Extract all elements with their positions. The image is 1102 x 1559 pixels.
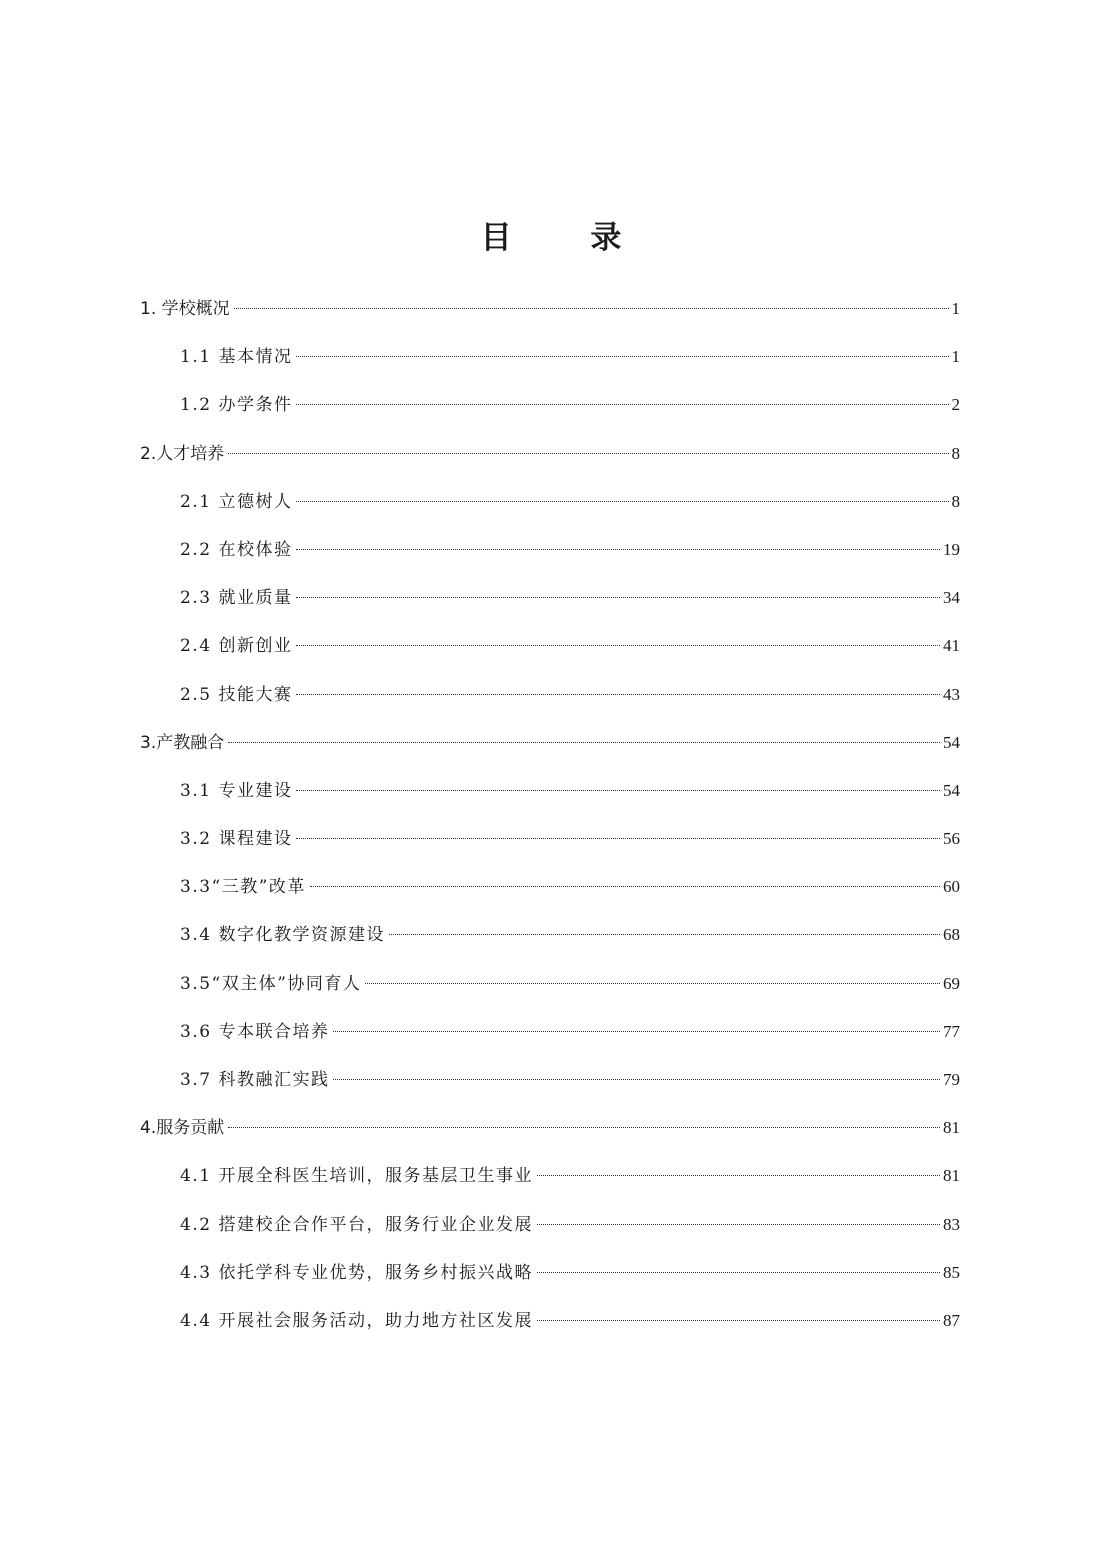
toc-page-number: 19 [943,539,960,559]
toc-subsection-entry[interactable] [140,579,960,627]
toc-entry-label: 3.6 专本联合培养 [180,1021,330,1042]
toc-entry-label: 4.服务贡献 [140,1118,225,1139]
toc-entry-label: 1. 学校概况 [140,299,230,319]
toc-subsection-entry[interactable] [140,1254,960,1302]
toc-entry-label: 3.产教融合 [140,732,225,753]
toc-dot-leader [537,1175,940,1176]
toc-dot-leader [537,1272,940,1273]
toc-entry-label: 3.3“三教”改革 [180,877,306,898]
toc-entry-label: 3.1 专业建设 [180,780,293,801]
toc-dot-leader [310,886,940,887]
toc-page-number: 56 [943,829,960,849]
toc-section-entry[interactable] [140,290,960,338]
toc-dot-leader [333,1031,940,1032]
toc-dot-leader [333,1079,940,1080]
toc-section-entry[interactable] [140,1109,960,1157]
toc-page-number: 43 [943,684,960,704]
toc-subsection-entry[interactable] [140,1302,960,1350]
toc-entry-label: 4.1 开展全科医生培训，服务基层卫生事业 [180,1166,533,1187]
toc-dot-leader [296,356,948,357]
toc-subsection-entry[interactable] [140,1157,960,1205]
toc-entry-label: 2.4 创新创业 [180,636,293,657]
toc-dot-leader [296,501,948,502]
toc-dot-leader [296,790,940,791]
toc-page-number: 8 [951,443,960,463]
toc-page-number: 54 [943,780,960,800]
toc-subsection-entry[interactable] [140,338,960,386]
toc-dot-leader [537,1224,940,1225]
toc-dot-leader [296,694,940,695]
toc-entry-label: 2.1 立德树人 [180,491,293,512]
toc-entry-label: 2.人才培养 [140,443,225,464]
toc-subsection-entry[interactable] [140,965,960,1013]
toc-entry-label: 1.1 基本情况 [180,347,293,368]
toc-page-number: 68 [943,925,960,945]
toc-page-number: 79 [943,1070,960,1089]
toc-page-number: 87 [943,1310,960,1330]
toc-entry-label: 3.7 科教融汇实践 [180,1070,330,1090]
toc-dot-leader [228,453,948,454]
toc-dot-leader [234,308,949,309]
toc-subsection-entry[interactable] [140,483,960,531]
page-title: 目 录 [480,219,656,256]
toc-dot-leader [296,838,940,839]
toc-entry-label: 3.5“双主体”协同育人 [180,973,362,994]
toc-dot-leader [296,645,940,646]
toc-page-number: 83 [943,1214,960,1234]
table-of-contents [140,290,960,1350]
toc-entry-label: 4.3 依托学科专业优势，服务乡村振兴战略 [180,1262,533,1283]
toc-dot-leader [389,934,940,935]
toc-entry-label: 2.3 就业质量 [180,588,293,609]
toc-page-number: 60 [943,877,960,897]
toc-dot-leader [296,549,940,550]
toc-page-number: 81 [943,1166,960,1186]
toc-page-number: 8 [951,491,960,511]
toc-subsection-entry[interactable] [140,1013,960,1061]
toc-page-number: 34 [943,588,960,608]
toc-page-number: 54 [943,732,960,752]
toc-dot-leader [537,1320,940,1321]
toc-page-number: 41 [943,636,960,656]
toc-dot-leader [228,1127,940,1128]
toc-entry-label: 3.2 课程建设 [180,829,293,850]
toc-page-number: 2 [951,395,960,415]
toc-entry-label: 2.2 在校体验 [180,539,293,560]
toc-subsection-entry[interactable] [140,772,960,820]
toc-dot-leader [228,742,940,743]
toc-section-entry[interactable] [140,724,960,772]
toc-subsection-entry[interactable] [140,627,960,675]
toc-page-number: 77 [943,1021,960,1041]
toc-page-number: 1 [951,299,960,318]
toc-subsection-entry[interactable] [140,916,960,964]
toc-subsection-entry[interactable] [140,1061,960,1109]
toc-page-number: 81 [943,1118,960,1138]
toc-page-number: 85 [943,1262,960,1282]
toc-page-number: 69 [943,973,960,993]
toc-entry-label: 2.5 技能大赛 [180,684,293,705]
toc-dot-leader [365,983,940,984]
toc-section-entry[interactable] [140,435,960,483]
toc-entry-label: 1.2 办学条件 [180,395,293,416]
toc-subsection-entry[interactable] [140,386,960,434]
toc-dot-leader [296,404,948,405]
toc-dot-leader [296,597,940,598]
toc-subsection-entry[interactable] [140,1206,960,1254]
toc-entry-label: 4.4 开展社会服务活动，助力地方社区发展 [180,1310,533,1331]
toc-subsection-entry[interactable] [140,531,960,579]
toc-entry-label: 3.4 数字化教学资源建设 [180,925,385,946]
toc-subsection-entry[interactable] [140,868,960,916]
toc-entry-label: 4.2 搭建校企合作平台，服务行业企业发展 [180,1214,533,1235]
toc-subsection-entry[interactable] [140,676,960,724]
toc-page-number: 1 [951,347,960,367]
toc-subsection-entry[interactable] [140,820,960,868]
